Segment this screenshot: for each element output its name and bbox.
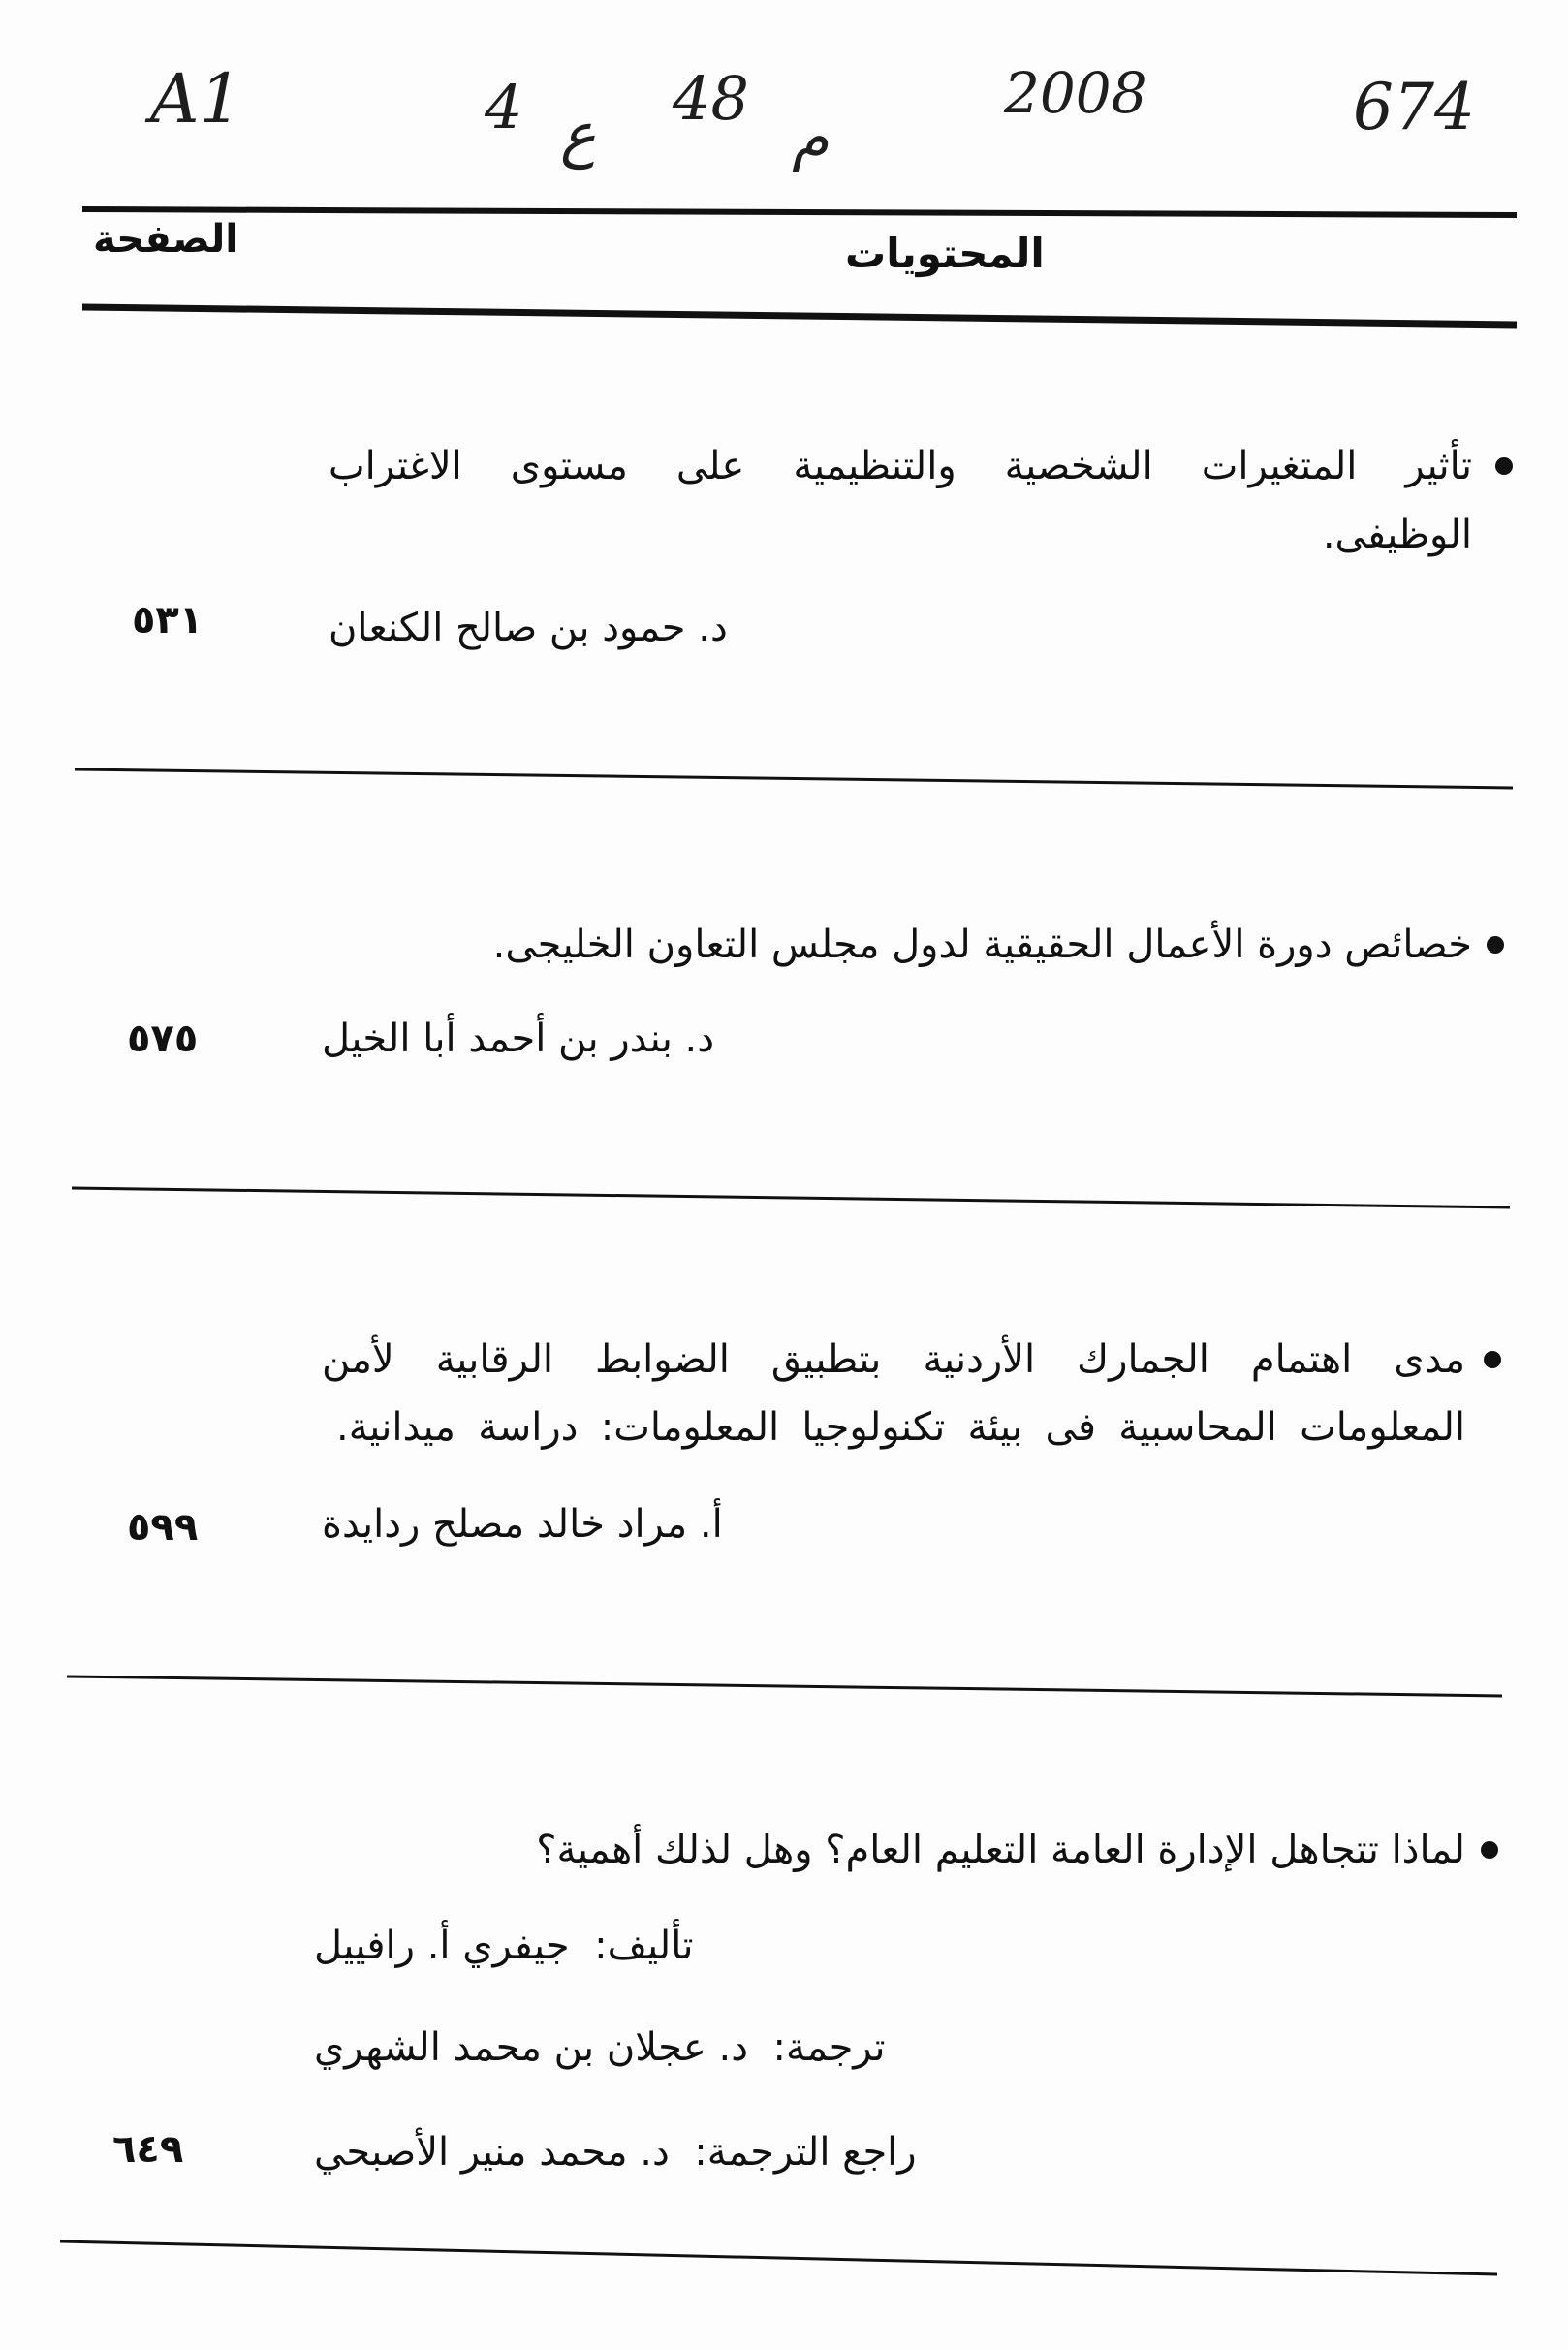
entry-title-line: الوظيفى. [1322, 513, 1472, 557]
entry-author-credit [314, 1919, 694, 1973]
handwritten-volume-number: 48 [673, 63, 749, 134]
credit-name: د. عجلان بن محمد الشهري [314, 2025, 749, 2070]
bullet-icon [1495, 457, 1513, 475]
header-top-rule [82, 209, 1517, 215]
bullet-icon [1481, 1841, 1498, 1859]
entry-author: د. حمود بن صالح الكنعان [329, 606, 728, 650]
contents-title: المحتويات [845, 230, 1045, 277]
credit-label: تأليف: [594, 1924, 694, 1968]
handwritten-year: 2008 [1004, 60, 1147, 126]
entry-author: د. بندر بن أحمد أبا الخيل [322, 1017, 715, 1061]
entry-separator [60, 2241, 1497, 2274]
entry-title-line: المعلومات المحاسبية فى بيئة تكنولوجيا المعلومات: دراسة ميدانية. [336, 1405, 1465, 1450]
credit-label: راجع الترجمة: [694, 2130, 917, 2175]
entry-separator [75, 769, 1513, 788]
entry-page-number: ٥٩٩ [127, 1505, 199, 1550]
entry-title-line: مدى اهتمام الجمارك الأردنية بتطبيق الضوابط الرقابية لأمن [322, 1337, 1465, 1382]
entry-author: أ. مراد خالد مصلح ردايدة [322, 1502, 723, 1547]
credit-name: د. محمد منير الأصبحي [314, 2130, 670, 2175]
handwritten-issue-letter: ع [560, 99, 596, 170]
entry-title-line: لماذا تتجاهل الإدارة العامة التعليم العام؟ وهل لذلك أهمية؟ [536, 1828, 1465, 1872]
entry-title-line: خصائص دورة الأعمال الحقيقية لدول مجلس التعاون الخليجى. [492, 923, 1472, 967]
entry-page-number: ٦٤٩ [112, 2127, 184, 2172]
entry-page-number: ٥٧٥ [127, 1017, 199, 1061]
page-column-heading: الصفحة [93, 217, 239, 262]
credit-label: ترجمة: [772, 2025, 886, 2070]
handwritten-volume-letter: م [792, 102, 830, 172]
credit-name: جيفري أ. رافييل [314, 1924, 570, 1968]
entry-separator [67, 1676, 1502, 1696]
header-bottom-rule [82, 307, 1517, 325]
handwritten-issue-number: 4 [485, 72, 523, 142]
bullet-icon [1487, 936, 1504, 954]
handwritten-code: A1 [150, 59, 243, 139]
entry-translator-credit [314, 2021, 886, 2075]
handwritten-page: 674 [1353, 70, 1475, 144]
entry-reviewer-credit [314, 2125, 917, 2179]
bullet-icon [1484, 1351, 1501, 1368]
entry-title-line: تأثير المتغيرات الشخصية والتنظيمية على مستوى الاغتراب [329, 444, 1472, 488]
entry-separator [72, 1188, 1510, 1207]
entry-page-number: ٥٣١ [132, 598, 204, 642]
